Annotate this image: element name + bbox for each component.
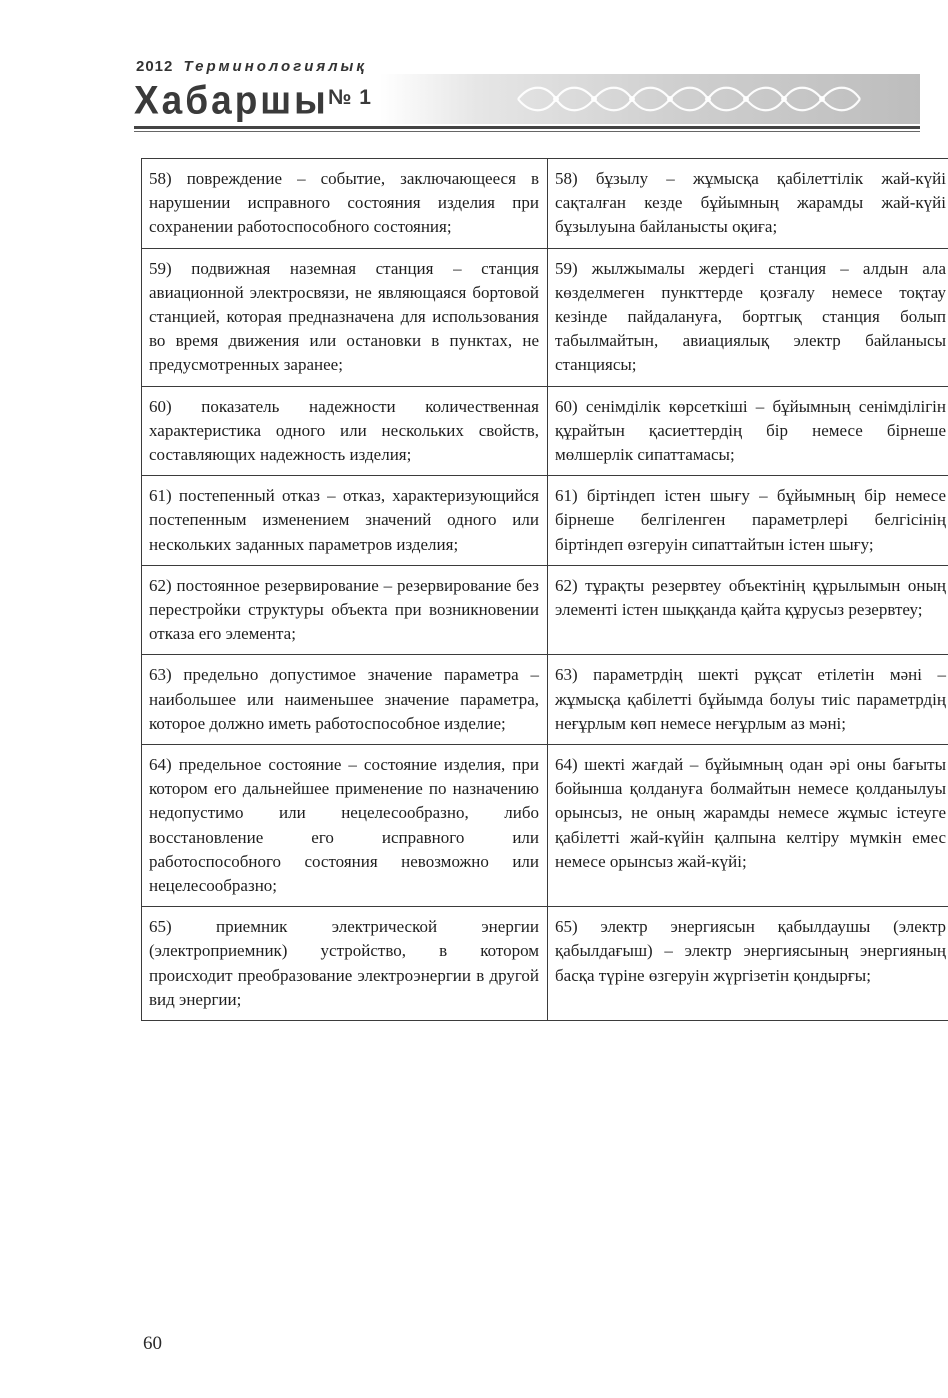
journal-year: 2012 — [136, 58, 174, 75]
table-row — [142, 476, 948, 566]
term-ru-cell: 65) приемник электрической энергии (электроприемник) устройство, в котором происходит преобразование электроэнергии в другой вид энергии; — [142, 907, 548, 1021]
issue-number: № 1 — [328, 86, 372, 109]
term-ru-cell: 58) повреждение – событие, заключающееся в нарушении исправного состояния изделия при сохранении работоспособного состояния; — [142, 159, 548, 249]
term-ru-cell: 64) предельное состояние – состояние изделия, при котором его дальнейшее применение по назначению недопустимо или нецелесообразно, либо восстановление его исправного или работоспособного состояния невозможно или нецелесообразно; — [142, 745, 548, 907]
page-number: 60 — [143, 1333, 162, 1354]
term-ru-cell: 59) подвижная наземная станция – станция авиационной электросвязи, не являющаяся бортовой станцией, которая предназначена для использования во время движения или остановки в пунктах, не предусмотренных заранее; — [142, 248, 548, 386]
ornament-pattern-icon — [380, 74, 920, 124]
ornament-band — [380, 74, 920, 124]
table-row — [142, 655, 948, 745]
table-row — [142, 159, 948, 249]
header-rule-thin — [134, 131, 920, 132]
term-kz-cell: 60) сенімділік көрсеткіші – бұйымның сенімділігін құрайтын қасиеттердің бір немесе бірнеше мөлшерлік сипаттамасы; — [548, 386, 948, 476]
term-kz-cell: 65) электр энергиясын қабылдаушы (электр қабылдағыш) – электр энергиясының энергияның басқа түріне өзгеруін жүргізетін қондырғы; — [548, 907, 948, 1021]
table-row — [142, 386, 948, 476]
term-kz-cell: 64) шекті жағдай – бұйымның одан әрі оны бағыты бойынша қолдануға болмайтын немесе қолданылуы орынсыз, не оның жарамды немесе жұмыс істеуге қабілетті жай-күйін қалпына келтіру мүмкін емес немесе орынсыз жай-күйі; — [548, 745, 948, 907]
terms-table — [141, 158, 948, 1021]
term-ru-cell: 63) предельно допустимое значение параметра – наибольшее или наименьшее значение параметра, которое должно иметь работоспособное изделие; — [142, 655, 548, 745]
term-ru-cell: 61) постепенный отказ – отказ, характеризующийся постепенным изменением значений одного или нескольких заданных параметров изделия; — [142, 476, 548, 566]
journal-title-top: Терминологиялық — [183, 58, 367, 75]
header-rule-thick — [134, 126, 920, 129]
term-ru-cell: 62) постоянное резервирование – резервирование без перестройки структуры объекта при возникновении отказа его элемента; — [142, 565, 548, 655]
term-kz-cell: 62) тұрақты резервтеу объектінің құрылымын оның элементі істен шыққанда қайта құрусыз резервтеу; — [548, 565, 948, 655]
journal-title-main: Хабаршы — [134, 78, 329, 123]
journal-header — [0, 0, 948, 150]
table-row — [142, 565, 948, 655]
term-kz-cell: 63) параметрдің шекті рұқсат етілетін мәні – жұмысқа қабілетті бұйымда болуы тиіс параметрдің неғұрлым көп немесе неғұрлым аз мәні; — [548, 655, 948, 745]
table-row — [142, 248, 948, 386]
term-kz-cell: 61) біртіндеп істен шығу – бұйымның бір немесе бірнеше белгіленген параметрлері белгісінің біртіндеп өзгеруін сипаттайтын істен шығу; — [548, 476, 948, 566]
term-kz-cell: 58) бұзылу – жұмысқа қабілеттілік жай-күйі сақталған кезде бұйымның жарамды жай-күйі бұзылуына байланысты оқиға; — [548, 159, 948, 249]
term-ru-cell: 60) показатель надежности количественная характеристика одного или нескольких свойств, составляющих надежность изделия; — [142, 386, 548, 476]
term-kz-cell: 59) жылжымалы жердегі станция – алдын ала көзделмеген пункттерде қозғалу немесе тоқтау кезінде пайдалануға, бортгық станция болып табылмайтын, авиациялық электр байланысы станциясы; — [548, 248, 948, 386]
table-row — [142, 745, 948, 907]
table-row — [142, 907, 948, 1021]
journal-top-line — [136, 58, 367, 75]
